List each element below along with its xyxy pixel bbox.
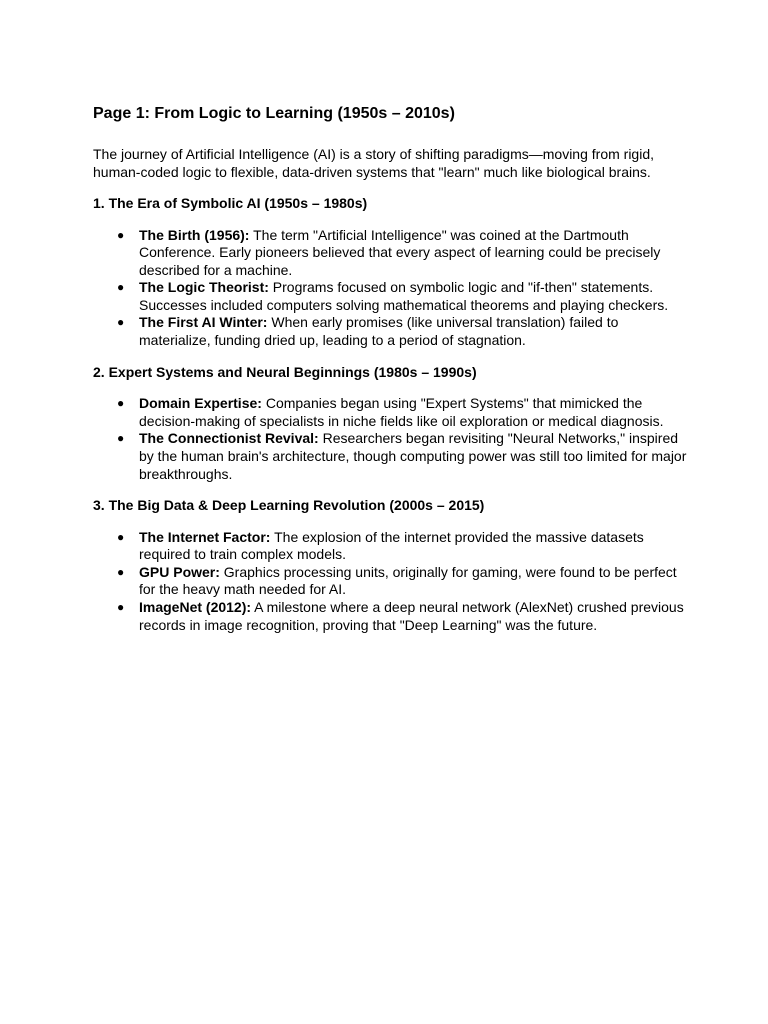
bullet-icon: ● <box>117 600 125 614</box>
bullet-icon: ● <box>117 315 125 330</box>
item-text: The explosion of the internet provided the massive datasets required to train complex models. <box>139 528 644 563</box>
item-title: The Birth (1956): <box>139 226 250 243</box>
item-title: The Internet Factor: <box>139 528 271 545</box>
document-page <box>93 100 693 648</box>
bullet-icon: ● <box>117 227 125 242</box>
item-title: The First AI Winter: <box>139 314 268 331</box>
bullet-icon: ● <box>117 431 125 446</box>
bullet-icon: ● <box>117 396 125 411</box>
bullet-icon: ● <box>117 529 125 544</box>
section-deep-learning <box>93 497 693 634</box>
bullet-list <box>93 529 693 635</box>
list-item <box>93 279 693 314</box>
item-text: A milestone where a deep neural network (AlexNet) crushed previous records in image recognition, proving that "Deep Learning" was the future. <box>139 599 684 633</box>
item-text: Graphics processing units, originally for gaming, were found to be perfect for the heavy math needed for AI. <box>139 563 677 598</box>
section-expert-systems <box>93 364 693 483</box>
item-title: GPU Power: <box>139 563 220 580</box>
bullet-icon: ● <box>117 564 125 579</box>
page-title: Page 1: From Logic to Learning (1950s – 2010s) <box>93 105 455 122</box>
bullet-list <box>93 395 693 483</box>
item-title: The Logic Theorist: <box>139 279 269 296</box>
intro-paragraph: The journey of Artificial Intelligence (AI) is a story of shifting paradigms—moving from rigid, human-coded logic to flexible, data-driven systems that "learn" much like biological brains. <box>93 146 655 180</box>
list-item <box>93 529 693 564</box>
section-symbolic-ai <box>93 195 693 350</box>
list-item <box>93 430 693 483</box>
list-item <box>93 564 693 599</box>
section-heading: 2. Expert Systems and Neural Beginnings (1980s – 1990s) <box>93 363 477 380</box>
item-text: Companies began using "Expert Systems" that mimicked the decision-making of specialists in niche fields like oil exploration or medical diagnosis. <box>139 395 664 429</box>
list-item <box>93 227 693 280</box>
list-item <box>93 395 693 430</box>
item-title: Domain Expertise: <box>139 395 262 412</box>
item-text: When early promises (like universal translation) failed to materialize, funding dried up, leading to a period of stagnation. <box>139 314 619 349</box>
item-text: Researchers began revisiting "Neural Networks," inspired by the human brain's architecture, though computing power was still too limited for major breakthroughs. <box>139 430 687 482</box>
item-title: ImageNet (2012): <box>139 599 252 615</box>
item-text: The term "Artificial Intelligence" was coined at the Dartmouth Conference. Early pioneers believed that every aspect of learning could be precisely described for a machine. <box>139 226 661 278</box>
bullet-icon: ● <box>117 280 125 295</box>
section-heading: 1. The Era of Symbolic AI (1950s – 1980s) <box>93 195 368 211</box>
bullet-list <box>93 227 693 350</box>
list-item <box>93 314 693 349</box>
item-text: Programs focused on symbolic logic and "if-then" statements. Successes included computers solving mathematical theorems and playing checkers. <box>139 279 669 313</box>
item-title: The Connectionist Revival: <box>139 430 319 447</box>
section-heading: 3. The Big Data & Deep Learning Revolution (2000s – 2015) <box>93 497 485 514</box>
list-item <box>93 599 693 634</box>
